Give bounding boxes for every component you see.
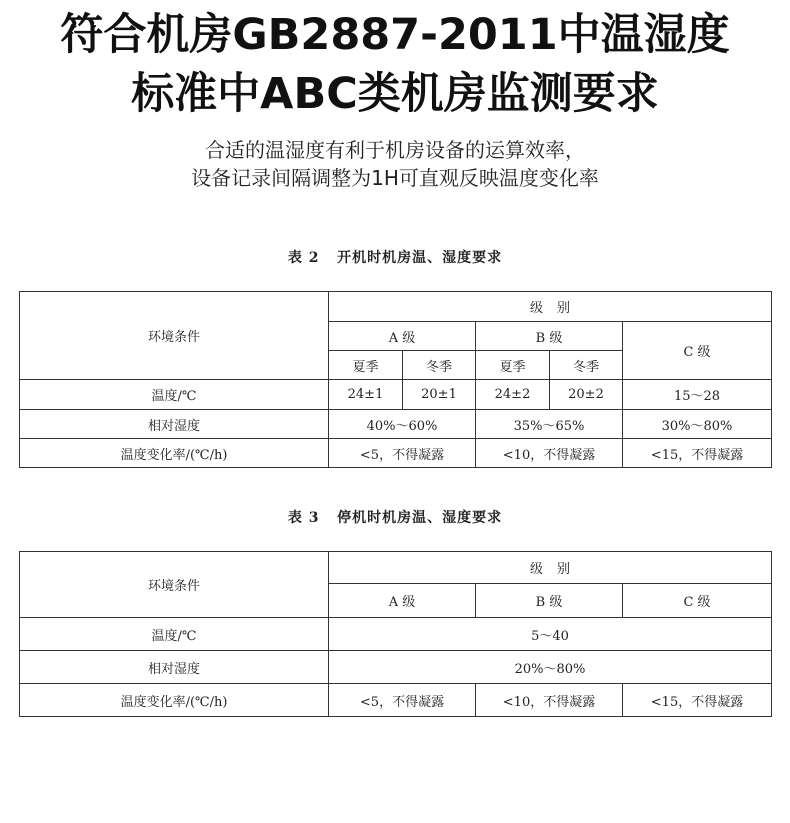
table3-shutdown-requirements — [19, 551, 772, 717]
subtitle-line-1: 合适的温湿度有利于机房设备的运算效率， — [205, 138, 585, 162]
table-row — [20, 651, 772, 684]
table-cell: 20±1 — [403, 380, 476, 410]
a-summer-header: 夏季 — [329, 351, 403, 380]
table2-caption: 表 2 开机时机房温、湿度要求 — [287, 250, 503, 266]
row-label: 温度/℃ — [20, 618, 329, 651]
class-c-header: C 级 — [623, 322, 772, 380]
class-a-header: A 级 — [329, 322, 476, 351]
table-row — [20, 684, 772, 717]
row-label: 相对湿度 — [20, 651, 329, 684]
row-label: 相对湿度 — [20, 410, 329, 439]
table2-operating-requirements — [19, 291, 772, 468]
page-title-line-2: 标准中ABC类机房监测要求 — [131, 69, 659, 119]
table-cell: 20%～80% — [329, 651, 772, 684]
table-cell: <15，不得凝露 — [623, 684, 772, 717]
table-row — [20, 410, 772, 439]
class-c-header: C 级 — [623, 584, 772, 618]
b-winter-header: 冬季 — [550, 351, 623, 380]
table-cell: <5，不得凝露 — [329, 439, 476, 468]
table-cell: 24±1 — [329, 380, 403, 410]
table-row — [20, 552, 772, 584]
a-winter-header: 冬季 — [403, 351, 476, 380]
condition-header: 环境条件 — [20, 292, 329, 380]
table-cell: <15，不得凝露 — [623, 439, 772, 468]
level-header: 级别 — [329, 552, 772, 584]
table-cell: 40%～60% — [329, 410, 476, 439]
table-cell: <5，不得凝露 — [329, 684, 476, 717]
page-title-line-1: 符合机房GB2887-2011中温湿度 — [60, 10, 730, 60]
table-cell: 15～28 — [623, 380, 772, 410]
table-cell: 20±2 — [550, 380, 623, 410]
row-label: 温度变化率/(℃/h) — [20, 684, 329, 717]
table-row — [20, 618, 772, 651]
table-row — [20, 439, 772, 468]
table-cell: 30%～80% — [623, 410, 772, 439]
table-cell: 5～40 — [329, 618, 772, 651]
table3-caption: 表 3 停机时机房温、湿度要求 — [287, 510, 503, 526]
table-cell: <10，不得凝露 — [476, 439, 623, 468]
level-header: 级别 — [329, 292, 772, 322]
table-row — [20, 292, 772, 322]
table-cell: 24±2 — [476, 380, 550, 410]
row-label: 温度变化率/(℃/h) — [20, 439, 329, 468]
class-a-header: A 级 — [329, 584, 476, 618]
b-summer-header: 夏季 — [476, 351, 550, 380]
class-b-header: B 级 — [476, 322, 623, 351]
table-cell: 35%～65% — [476, 410, 623, 439]
table-row — [20, 380, 772, 410]
row-label: 温度/℃ — [20, 380, 329, 410]
table-cell: <10，不得凝露 — [476, 684, 623, 717]
condition-header: 环境条件 — [20, 552, 329, 618]
subtitle-line-2: 设备记录间隔调整为1H可直观反映温度变化率 — [191, 166, 599, 190]
class-b-header: B 级 — [476, 584, 623, 618]
